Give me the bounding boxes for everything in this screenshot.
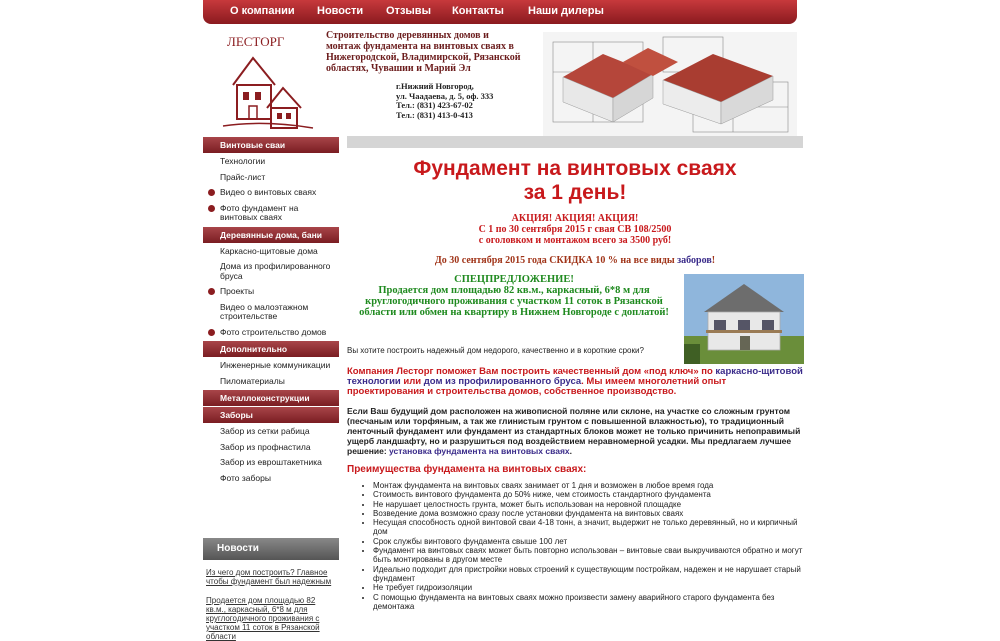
bullet-icon (208, 205, 215, 212)
promo-fence-discount: До 30 сентября 2015 года СКИДКА 10 % на все виды заборов! (434, 255, 716, 266)
phone-2: Тел.: (831) 413-0-413 (396, 109, 473, 120)
sidebar-item-technologies[interactable]: Технологии (220, 156, 266, 166)
advantages-heading: Преимущества фундамента на винтовых сваях: (347, 464, 587, 475)
header-link-screw-piles[interactable]: фундамента на винтовых сваях (363, 41, 506, 52)
list-item: • Несущая способность одной винтовой сваи 4-18 тонн, а значит, выдержит не только деревянный, но и кирпичный дом (373, 518, 803, 537)
news-link-2[interactable]: Продается дом площадью 82 кв.м., каркасный, 6*8 м для круглогодичного проживания с участком 11 соток в Рязанской области (206, 596, 320, 641)
list-item: • Срок службы винтового фундамента свыше 100 лет (373, 537, 803, 546)
list-item: • Монтаж фундамента на винтовых сваях занимает от 1 дня и возможен в любое время года (373, 481, 803, 490)
news-link-1[interactable]: Из чего дом построить? Главное чтобы фундамент был надежным (206, 568, 332, 586)
link-timber-house[interactable]: дом из профилированного бруса (423, 376, 582, 387)
nav-about[interactable]: О компании (230, 5, 295, 17)
link-screw-pile-foundation[interactable]: фундамента на винтовых сваях (434, 446, 570, 456)
sidebar-item-photo-houses[interactable]: Фото строительство домов (203, 325, 339, 341)
company-logo[interactable] (213, 30, 323, 134)
list-item: • Не нарушает целостность грунта, может быть использован на неровной площадке (373, 500, 803, 509)
content-top-bar (347, 136, 803, 148)
logo-text: ЛЕСТОРГ (227, 34, 285, 49)
sidebar-item-video-screw-piles[interactable]: Видео о винтовых сваях (203, 185, 339, 201)
sidebar-item-photo-foundation[interactable]: Фото фундамент на винтовых сваях (203, 201, 339, 226)
list-item: • Возведение дома возможно сразу после установки фундамента на винтовых сваях (373, 509, 803, 518)
list-item: • С помощью фундамента на винтовых сваях можно произвести замену аварийного старого фундамента без демонтажа (373, 593, 803, 612)
header-slogan: Строительство деревянных домов и монтаж фундамента на винтовых сваях в Нижегородской, Владимирской, Рязанской областях, Чувашии и Марий Эл (326, 30, 521, 74)
sidebar-section-wooden-houses[interactable]: Деревянные дома, бани (203, 227, 339, 243)
sidebar-item-engineering[interactable]: Инженерные коммуникации (220, 360, 331, 370)
house-for-sale-photo[interactable] (684, 274, 804, 364)
special-offer: СПЕЦПРЕДЛОЖЕНИЕ! Продается дом площадью 82 кв.м., каркасный, 6*8 м для круглогодичного проживания с участком 11 соток в Рязанской области или обмен на квартиру в Нижнем Новгороде с доплатой! (359, 274, 669, 318)
link-fences[interactable]: заборов (677, 255, 712, 266)
sidebar-item-picket-fence[interactable]: Забор из евроштакетника (220, 457, 322, 467)
sidebar-section-fences[interactable]: Заборы (203, 407, 339, 423)
bullet-icon (208, 329, 215, 336)
advantages-list (347, 481, 803, 611)
nav-dealers[interactable]: Наши дилеры (528, 5, 604, 17)
bullet-icon (208, 288, 215, 295)
link-frame-technology[interactable]: каркасно-щитовой технологии (347, 366, 803, 387)
sidebar-item-lumber[interactable]: Пиломатериалы (220, 375, 285, 386)
sidebar (203, 136, 339, 486)
sidebar-item-price-list[interactable]: Прайс-лист (220, 171, 266, 182)
bullet-icon (208, 189, 215, 196)
foundation-description: Если Ваш будущий дом расположен на живописной поляне или склоне, на участке со сложным грунтом (песчаным или торфяным, а так же глинистым грунтом с повышенной влажностью), то традиционный ленточный фундамент или фундамент из стандартных блоков может не только причинить непоправимый ущерб ландшафту, но и разрушиться под воздействием неравномерной усадки. Мы предлагаем лучшее решение: установка фундамента на винтовых сваях. (347, 406, 801, 456)
main-content (347, 152, 803, 611)
question-text: Вы хотите построить надежный дом недорого, качественно и в короткие сроки? (347, 346, 644, 355)
page-title: Фундамент на винтовых сваях за 1 день! (413, 157, 737, 204)
list-item: • Фундамент на винтовых сваях может быть повторно использован – винтовые сваи выкручиваются обратно и могут быть монтированы в другом месте (373, 546, 803, 565)
company-address: г.Нижний Новгород, ул. Чаадаева, д. 5, оф. 333 Тел.: (831) 423-67-02 Тел.: (831) 413-0-413 (396, 81, 494, 120)
nav-news[interactable]: Новости (317, 5, 364, 17)
news-heading: Новости (203, 538, 339, 560)
sidebar-section-metal[interactable]: Металлоконструкции (203, 390, 339, 406)
sidebar-item-profile-fence[interactable]: Забор из профнастила (220, 441, 311, 452)
sidebar-section-screw-piles[interactable]: Винтовые сваи (203, 137, 339, 153)
company-intro: Компания Лесторг поможет Вам построить качественный дом «под ключ» по каркасно-щитовой технологии или дом из профилированного бруса. Мы имеем многолетний опыт проектирования и строительства домов, собственное производство. (347, 366, 803, 397)
sidebar-section-additional[interactable]: Дополнительно (203, 341, 339, 357)
nav-reviews[interactable]: Отзывы (386, 5, 431, 17)
link-installation[interactable]: установка (389, 446, 432, 456)
promo-action: АКЦИЯ! АКЦИЯ! АКЦИЯ! С 1 по 30 сентября 2015 г свая СВ 108/2500 с оголовком и монтажом всего за 3500 руб! (478, 213, 672, 246)
sidebar-item-timber-houses[interactable]: Дома из профилированного бруса (220, 261, 331, 281)
sidebar-item-projects[interactable]: Проекты (203, 284, 339, 300)
phone-1: Тел.: (831) 423-67-02 (396, 100, 473, 110)
top-navigation (203, 0, 797, 24)
sidebar-item-video-construction[interactable]: Видео о малоэтажном строительстве (220, 301, 309, 321)
list-item: • Не требует гидроизоляции (373, 583, 803, 592)
list-item: • Идеально подходит для пристройки новых строений к существующим постройкам, надежен и не нарушает старый фундамент (373, 565, 803, 584)
header-house-blueprint-image (543, 32, 797, 136)
nav-contacts[interactable]: Контакты (452, 5, 504, 17)
sidebar-item-chainlink-fence[interactable]: Забор из сетки рабица (220, 426, 310, 436)
header-link-wooden-houses[interactable]: Строительство деревянных домов (326, 30, 481, 41)
sidebar-item-frame-houses[interactable]: Каркасно-щитовые дома (220, 245, 318, 256)
sidebar-item-photo-fences[interactable]: Фото заборы (220, 472, 271, 483)
list-item: • Стоимость винтового фундамента до 50% ниже, чем стоимость стандартного фундамента (373, 490, 803, 499)
